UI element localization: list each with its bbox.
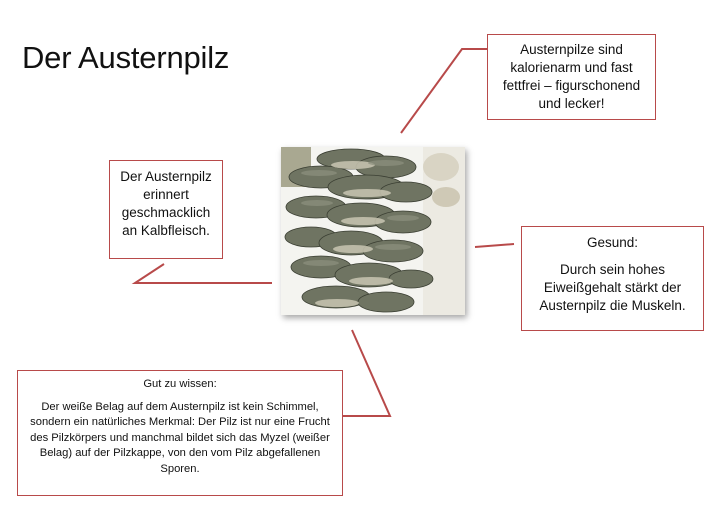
callout-calories	[487, 34, 656, 120]
callout-good-to-know	[17, 370, 343, 496]
page-title: Der Austernpilz	[22, 40, 230, 75]
oyster-mushroom-image	[281, 147, 465, 315]
callout-health	[521, 226, 704, 331]
connector-calories	[401, 49, 487, 133]
callout-calories-text: Austernpilze sind kalorienarm und fast fettfrei – figurschonend und lecker!	[502, 42, 641, 111]
callout-veal-taste	[109, 160, 223, 259]
callout-info-text: Der weiße Belag auf dem Austernpilz ist kein Schimmel, sondern ein natürliches Merkmal: Der Pilz ist nur eine Frucht des Pilzkörpers und manchmal bildet sich das Myzel (weißer Belag) auf der Pilzkappe, von den vom Pilz abgefallenen Sporen.	[30, 400, 330, 475]
callout-health-heading: Gesund:	[586, 235, 639, 250]
callout-health-text: Durch sein hohes Eiweißgehalt stärkt der Austernpilz die Muskeln.	[539, 262, 686, 313]
callout-info-heading: Gut zu wissen:	[143, 378, 217, 390]
connector-health	[475, 244, 514, 247]
callout-veal-text: Der Austernpilz erinnert geschmacklich an Kalbfleisch.	[120, 169, 212, 238]
connector-veal	[135, 264, 272, 283]
connector-info	[343, 330, 390, 416]
